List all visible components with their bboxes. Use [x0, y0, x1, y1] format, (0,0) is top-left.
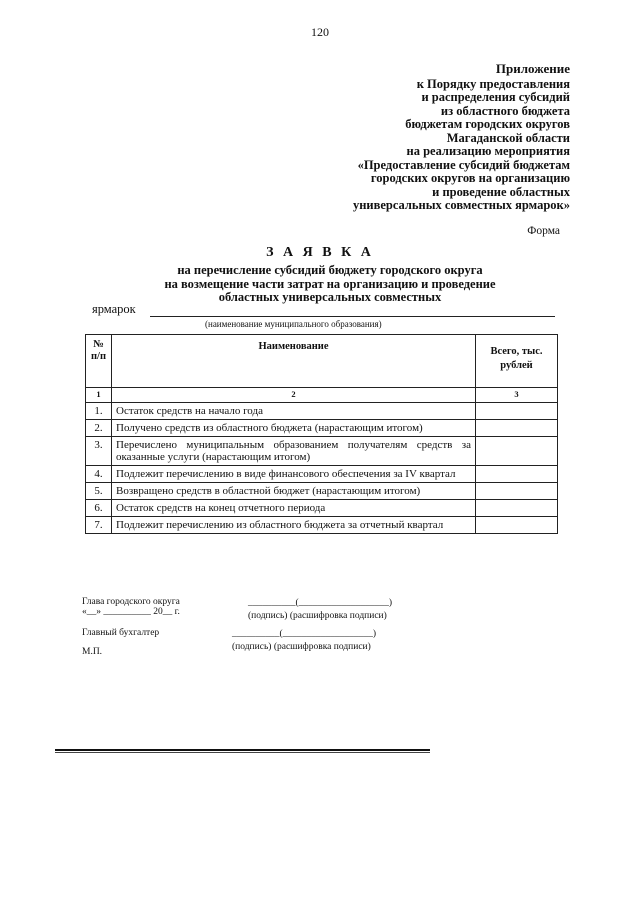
- table-row: [86, 420, 558, 437]
- appendix-line: Магаданской области: [446, 130, 570, 145]
- row-name: Получено средств из областного бюджета (нарастающим итогом): [112, 420, 476, 437]
- stamp-place-label: М.П.: [82, 647, 103, 657]
- row-name: Перечислено муниципальным образованием получателям средств за оказанные услуги (нарастающим итогом): [112, 437, 476, 466]
- table-row: [86, 500, 558, 517]
- document-subtitle: [120, 264, 540, 305]
- appendix-line: на реализацию мероприятия: [406, 144, 570, 158]
- document-title: З А Я В К А: [266, 245, 374, 260]
- application-table: [85, 334, 558, 534]
- appendix-line: к Порядку предоставления: [416, 76, 570, 91]
- table-row: [86, 483, 558, 500]
- row-value[interactable]: [476, 500, 558, 517]
- table-row: [86, 517, 558, 534]
- municipality-caption: (наименование муниципального образования): [205, 319, 382, 329]
- appendix-line: городских округов на организацию: [370, 171, 570, 185]
- table-row: [86, 437, 558, 466]
- row-number: 5.: [86, 483, 112, 500]
- appendix-line: бюджетам городских округов: [405, 117, 570, 131]
- table-row: [86, 403, 558, 420]
- appendix-block: [250, 62, 570, 213]
- row-number: 1.: [86, 403, 112, 420]
- date-line[interactable]: «__» __________ 20__ г.: [82, 607, 180, 617]
- row-value[interactable]: [476, 483, 558, 500]
- row-number: 7.: [86, 517, 112, 534]
- bottom-divider: [55, 749, 430, 751]
- head-signature-line[interactable]: __________(___________________): [248, 598, 393, 608]
- accountant-role-label: Главный бухгалтер: [82, 628, 160, 638]
- row-number: 4.: [86, 466, 112, 483]
- appendix-line: и проведение областных: [432, 184, 570, 199]
- table-row: [86, 466, 558, 483]
- header-name: Наименование: [112, 335, 476, 388]
- head-role-label: Глава городского округа: [82, 597, 180, 607]
- form-label: Форма: [527, 225, 560, 237]
- accountant-signature-caption: (подпись) (расшифровка подписи): [232, 642, 371, 652]
- municipality-fill-line: [150, 316, 555, 317]
- row-value[interactable]: [476, 437, 558, 466]
- row-number: 3.: [86, 437, 112, 466]
- bottom-divider-thin: [55, 752, 430, 753]
- header-total: [476, 335, 558, 388]
- head-signature-caption: (подпись) (расшифровка подписи): [248, 611, 387, 621]
- row-value[interactable]: [476, 420, 558, 437]
- row-value[interactable]: [476, 403, 558, 420]
- appendix-line: из областного бюджета: [440, 103, 570, 118]
- appendix-line: «Предоставление субсидий бюджетам: [357, 157, 570, 172]
- table-index-row: [86, 388, 558, 403]
- appendix-title: Приложение: [495, 61, 570, 76]
- table-header-row: [86, 335, 558, 388]
- page-number: 120: [311, 25, 329, 39]
- row-name: Остаток средств на начало года: [112, 403, 476, 420]
- index-cell: 2: [112, 388, 476, 403]
- index-cell: 3: [476, 388, 558, 403]
- row-name: Подлежит перечислению в виде финансового обеспечения за IV квартал: [112, 466, 476, 483]
- row-number: 2.: [86, 420, 112, 437]
- header-total-line: Всего, тыс.: [490, 346, 543, 357]
- row-name: Подлежит перечислению из областного бюджета за отчетный квартал: [112, 517, 476, 534]
- header-number-line: п/п: [90, 351, 107, 362]
- header-number: [86, 335, 112, 388]
- row-name: Возвращено средств в областной бюджет (нарастающим итогом): [112, 483, 476, 500]
- appendix-line: и распределения субсидий: [421, 90, 570, 104]
- row-name: Остаток средств на конец отчетного периода: [112, 500, 476, 517]
- subtitle-line: на перечисление субсидий бюджету городского округа: [177, 263, 483, 277]
- header-number-line: №: [93, 339, 104, 350]
- accountant-signature-line[interactable]: __________(___________________): [232, 629, 377, 639]
- header-total-line: рублей: [500, 360, 533, 371]
- subtitle-line: областных универсальных совместных: [218, 290, 442, 304]
- subtitle-line: на возмещение части затрат на организацию и проведение: [164, 276, 496, 291]
- index-cell: 1: [86, 388, 112, 403]
- row-number: 6.: [86, 500, 112, 517]
- appendix-line: универсальных совместных ярмарок»: [352, 198, 570, 212]
- fair-word: ярмарок: [92, 302, 136, 316]
- row-value[interactable]: [476, 517, 558, 534]
- row-value[interactable]: [476, 466, 558, 483]
